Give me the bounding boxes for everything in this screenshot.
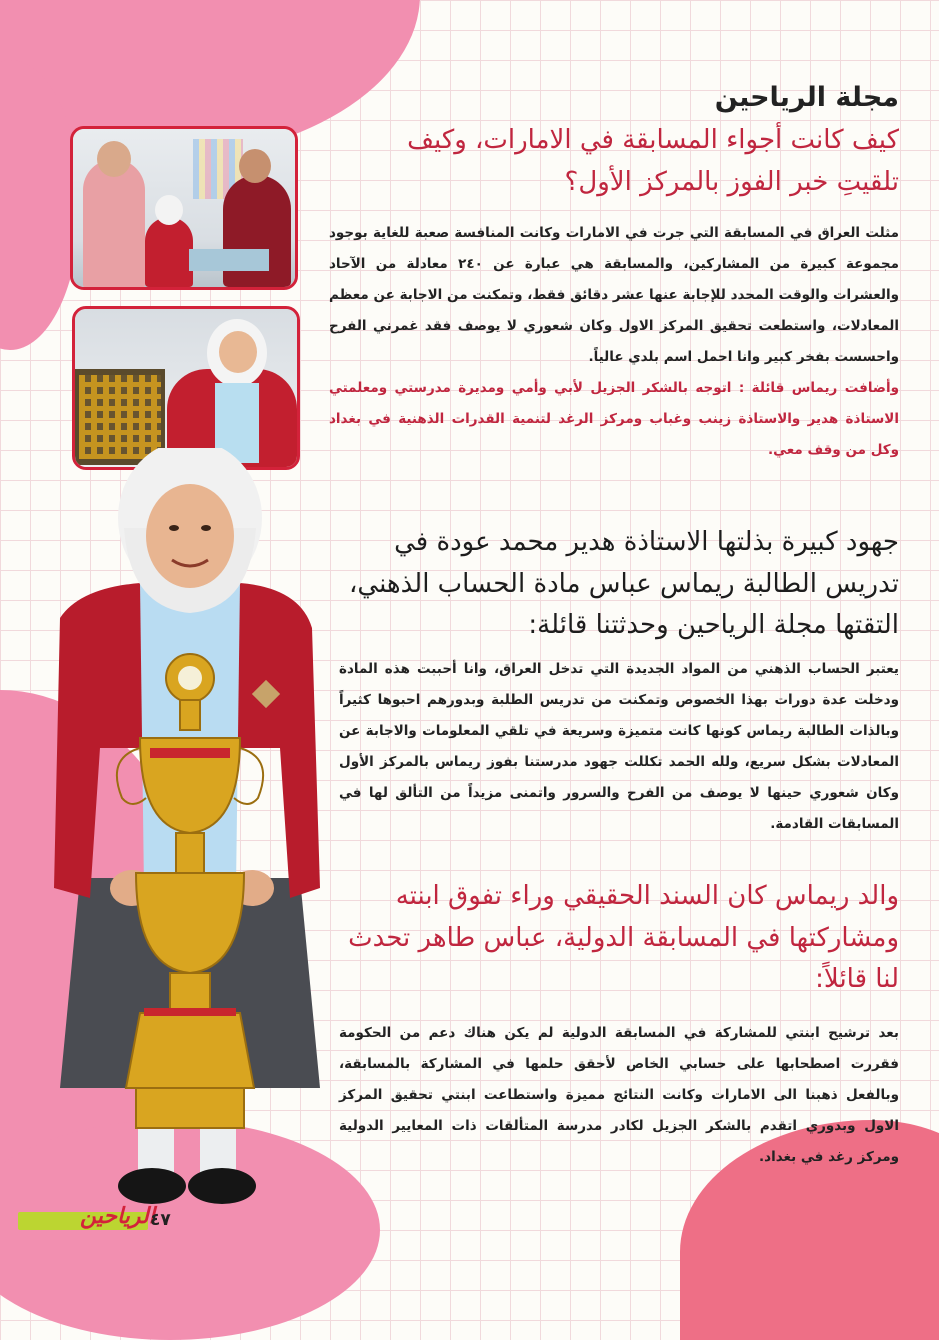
magazine-logo: الرياحين (80, 1204, 155, 1229)
section1-title: كيف كانت أجواء المسابقة في الامارات، وكيف تلقيتِ خبر الفوز بالمركز الأول؟ (407, 125, 899, 197)
page-number: ٤٧ (150, 1210, 171, 1230)
section3-paragraph: بعد ترشيح ابنتي للمشاركة في المسابقة الدولية لم يكن هناك دعم من الحكومة فقررت اصطحابها على حسابي الخاص لأحقق حلمها في المشاركة بالمسابقة، وبالفعل ذهبنا الى الامارات وكانت النتائج مميزة واستطاعت ابنتي تحقيق المركز الاول وبدوري اتقدم بالشكر الجزيل لكادر مدرسة المتألقات ذات المعايير الدولية ومركز رغد في بغداد. (339, 1025, 899, 1166)
photo-award-ceremony (70, 126, 298, 290)
magazine-title: مجلة الرياحين (714, 82, 899, 113)
photo-girl-with-trophy (40, 448, 340, 1218)
section1-body (329, 218, 899, 466)
section2-title: جهود كبيرة بذلتها الاستاذة هدير محمد عودة في تدريس الطالبة ريماس عباس مادة الحساب الذهني، التقتها مجلة الرياحين وحدثتنا قائلة: (349, 527, 899, 641)
section1-paragraph: مثلت العراق في المسابقة التي جرت في الامارات وكانت المنافسة صعبة للغاية بوجود مجموعة كبيرة من المشاركين، والمسابقة هي عبارة عن ٢٤٠ معادلة من الآحاد والعشرات والوقت المحدد للإجابة عنها عشر دقائق فقط، وتمكنت من الاجابة عن معظم المعادلات، واستطعت تحقيق المركز الاول وكان شعوري لا يوصف فقد غمرني الفرح واحسست بفخر كبير وانا احمل اسم بلدي عالياً. (329, 225, 900, 366)
section1-thanks: وأضافت ريماس قائلة : اتوجه بالشكر الجزيل لأبي وأمي ومديرة مدرستي ومعلمتي الاستاذة هدير والاستاذة زينب وغباب ومركز الرغد لتنمية القدرات الذهنية في بغداد وكل من وقف معي. (329, 380, 899, 459)
photo-girl-abacus (72, 306, 300, 470)
section3-title: والد ريماس كان السند الحقيقي وراء تفوق ابنته ومشاركتها في المسابقة الدولية، عباس طاهر تحدث لنا قائلاً: (348, 881, 899, 995)
section2-paragraph: يعتبر الحساب الذهني من المواد الجديدة التي تدخل العراق، وانا أحببت هذه المادة ودخلت عدة دورات بهذا الخصوص وتمكنت من تدريس الطلبة وبدورهم احبوها كثيراً وبالذات الطالبة ريماس كونها كانت متميزة وسريعة في تلقي المعلومات والاجابة عن المعادلات بشكل سريع، ولله الحمد تكللت جهود مدرستنا بفوز ريماس بالمركز الأول وكان شعوري حينها لا يوصف من الفرح والسرور واتمنى مزيداً من التألق لها في المسابقات القادمة. (339, 661, 899, 833)
